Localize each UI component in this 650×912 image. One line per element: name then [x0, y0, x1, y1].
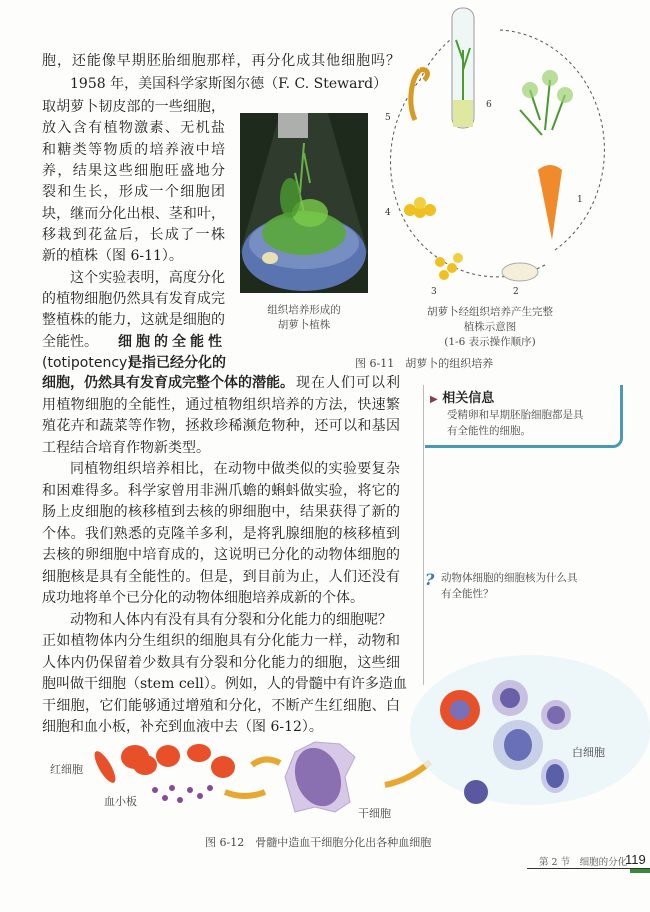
text-line: 块，继而分化出根、茎和叶， [42, 206, 225, 222]
blood-cell-diagram-left [0, 740, 440, 840]
question-line: 有全能性？ [441, 588, 494, 600]
caption-line: 组织培养形成的 [267, 304, 341, 316]
related-info-title-text: 相关信息 [442, 391, 495, 406]
label-stem-cell: 干细胞 [358, 807, 391, 820]
related-info-title [430, 387, 494, 406]
label-white-blood-cell: 白细胞 [572, 746, 605, 759]
page-footer [527, 852, 650, 869]
text-line: 新的植株（图 6-11）。 [42, 248, 183, 264]
text-line: 成功地将单个已分化的动物体细胞培养成新的个体。 [42, 590, 364, 606]
text-line: 肠上皮细胞的核移植到去核的卵细胞中，结果获得了新的 [42, 504, 400, 520]
step-number: 6 [486, 100, 492, 110]
term-english: (totipotency) [42, 355, 133, 371]
text-line: 动物和人体内有没有具有分裂和分化能力的细胞呢？ [70, 612, 392, 628]
figure-6-12-caption: 图 6-12 骨髓中造血干细胞分化出各种血细胞 [205, 836, 432, 849]
text-line: 的植物细胞仍然具有发育成完 [42, 291, 225, 307]
blood-cell-diagram-right [410, 640, 650, 840]
step-number: 1 [577, 195, 583, 205]
text-line: 正如植物体内分生组织的细胞具有分化能力一样，动物和 [42, 633, 400, 649]
info-line: 有全能性的细胞。 [447, 425, 531, 437]
section-title: 第 2 节 细胞的分化 [539, 857, 628, 868]
text-line: 移栽到花盆后，长成了一株 [42, 227, 225, 243]
triangle-icon: ▶ [430, 394, 438, 405]
term-bold: 细胞的全能性 [118, 334, 226, 350]
caption-line: (1-6 表示操作顺序) [444, 336, 536, 348]
text-line: 细胞和血小板，补充到血液中去（图 6-12）。 [42, 719, 323, 735]
question-line: 动物体细胞的细胞核为什么具 [441, 572, 578, 584]
step-number: 4 [385, 208, 391, 218]
carrot-culture-diagram [380, 0, 650, 300]
text-line: 和糖类等物质的培养液中培 [42, 142, 225, 158]
caption-line: 植株示意图 [463, 321, 517, 333]
footer-accent-bar [630, 869, 650, 873]
info-line: 受精卵和早期胚胎细胞都是具 [447, 409, 584, 421]
caption-line: 胡萝卜经组织培养产生完整 [427, 306, 553, 318]
text-line: 取胡萝卜韧皮部的一些细胞， [42, 99, 225, 115]
text-line: 现在人们可以利 [296, 375, 400, 391]
definition-bold: 是指已经分化的 [128, 355, 226, 371]
text-line: 和困难得多。科学家曾用非洲爪蟾的蝌蚪做实验，将它的 [42, 483, 400, 499]
text-line: 用植物细胞的全能性，通过植物组织培养的方法，快速繁 [42, 397, 400, 413]
text-line: 同植物组织培养相比，在动物中做类似的实验要复杂 [70, 461, 400, 477]
text-line: 细胞核是具有全能性的。但是，到目前为止，人们还没有 [42, 569, 400, 585]
step-number: 5 [385, 113, 391, 123]
label-platelet: 血小板 [104, 795, 137, 808]
text-line: 这个实验表明，高度分化 [70, 270, 225, 286]
text-line: 个体。我们熟悉的克隆羊多利，是将乳腺细胞的核移植到 [42, 526, 400, 542]
step-number: 2 [513, 287, 519, 297]
carrot-plant-photo [240, 113, 368, 293]
diagram-caption [410, 305, 570, 350]
label-red-blood-cell: 红细胞 [50, 763, 83, 776]
text-line: 养，结果这些细胞旺盛地分 [42, 163, 225, 179]
text-line: 胞，还能像早期胚胎细胞那样，再分化成其他细胞吗？ [42, 53, 400, 69]
photo-caption [240, 303, 368, 333]
question-mark-icon: ? [425, 570, 435, 589]
text-line: 干细胞，它们能够通过增殖和分化，不断产生红细胞、白 [42, 698, 400, 714]
question-text [441, 570, 645, 602]
text-line: 整植株的能力，这就是细胞的 [42, 312, 225, 328]
page-number: 119 [625, 852, 646, 867]
text-line: 胞叫做干细胞（stem cell）。例如，人的骨髓中有许多造血 [42, 676, 407, 692]
text-line: 人体内仍保留着少数具有分裂和分化能力的细胞，这些细 [42, 655, 400, 671]
question-box [425, 570, 645, 602]
text-line: 工程结合培育作物新类型。 [42, 440, 210, 456]
text-line: 殖花卉和蔬菜等作物，拯救珍稀濒危物种，还可以和基因 [42, 418, 400, 434]
text-line: 放入含有植物激素、无机盐 [42, 120, 225, 136]
text-line: 去核的卵细胞中培育成的，这说明已分化的动物体细胞的 [42, 547, 400, 563]
related-info-box [425, 385, 623, 448]
definition-bold: 细胞，仍然具有发育成完整个体的潜能。 [42, 375, 294, 391]
text-line: 裂和生长，形成一个细胞团 [42, 184, 225, 200]
text-line: 1958 年，美国科学家斯图尔德（F. C. Steward） [70, 76, 388, 92]
step-number: 3 [431, 287, 437, 297]
caption-line: 胡萝卜植株 [277, 319, 331, 331]
figure-6-11-caption: 图 6-11 胡萝卜的组织培养 [355, 357, 494, 370]
text-line: 全能性。 [42, 334, 98, 350]
related-info-text [447, 407, 584, 439]
